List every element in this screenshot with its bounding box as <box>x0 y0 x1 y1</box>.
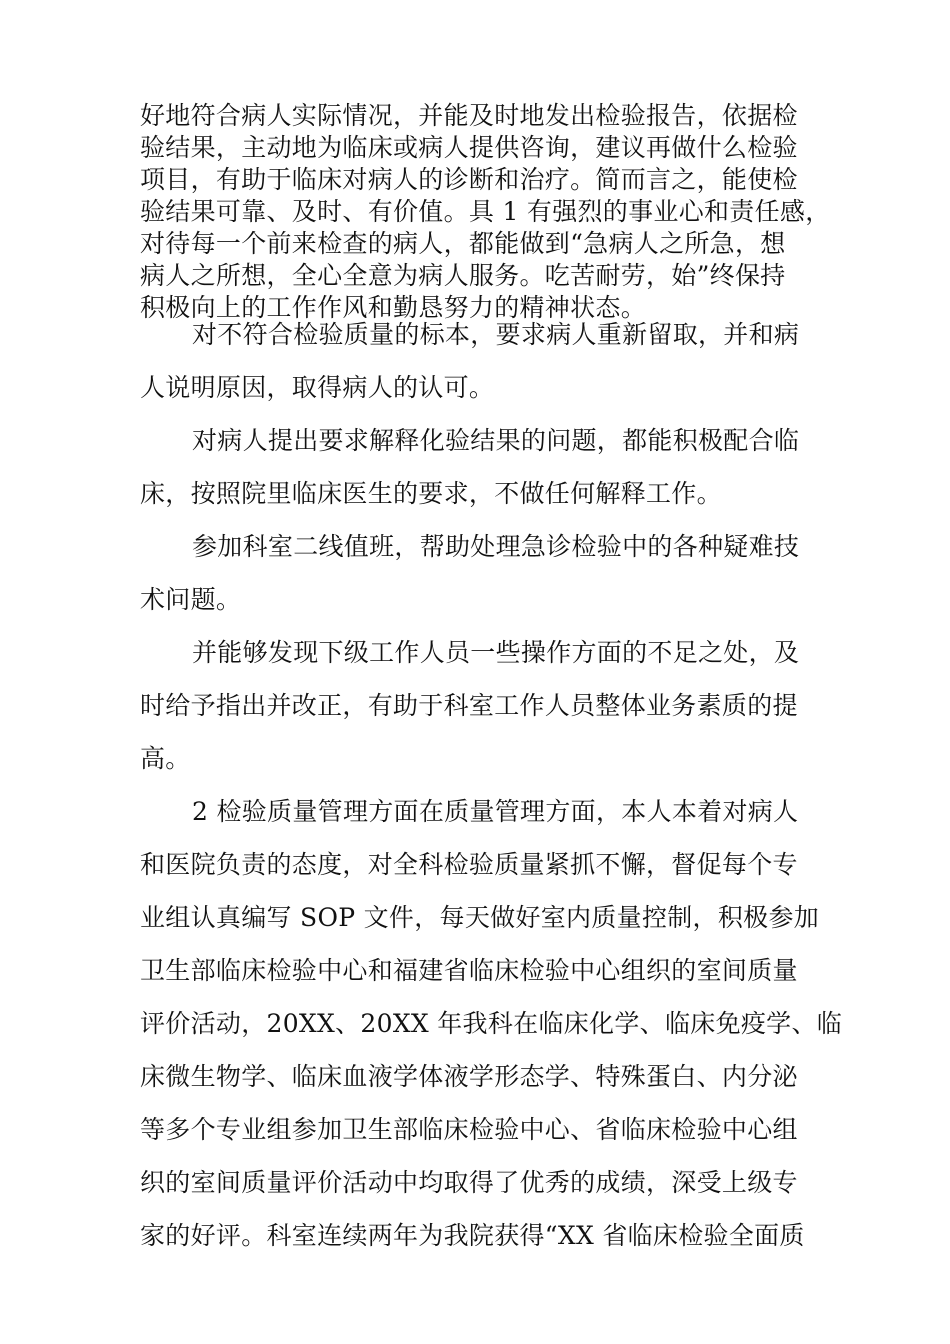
text-line: 好地符合病人实际情况，并能及时地发出检验报告，依据检 <box>140 101 798 130</box>
text-line: 验结果可靠、及时、有价值。具 1 有强烈的事业心和责任感， <box>140 197 831 226</box>
text-line: 对不符合检验质量的标本，要求病人重新留取，并和病 <box>192 320 800 349</box>
paragraph-quality <box>140 785 843 1262</box>
text-line: 项目，有助于临床对病人的诊断和治疗。简而言之，能使检 <box>140 165 798 194</box>
paragraph-continued <box>140 100 840 324</box>
text-line: 等多个专业组参加卫生部临床检验中心、省临床检验中心组 <box>140 1115 798 1144</box>
paragraph-specimen <box>140 308 840 414</box>
paragraph-duty <box>140 520 840 626</box>
text-line: 对病人提出要求解释化验结果的问题，都能积极配合临 <box>192 426 800 455</box>
text-line: 术问题。 <box>140 585 242 614</box>
text-line: 床，按照院里临床医生的要求，不做任何解释工作。 <box>140 479 722 508</box>
text-line: 卫生部临床检验中心和福建省临床检验中心组织的室间质量 <box>140 956 798 985</box>
text-line: 和医院负责的态度，对全科检验质量紧抓不懈，督促每个专 <box>140 850 798 879</box>
text-line: 人说明原因，取得病人的认可。 <box>140 373 495 402</box>
text-line: 家的好评。科室连续两年为我院获得“XX 省临床检验全面质 <box>140 1221 805 1250</box>
text-line: 并能够发现下级工作人员一些操作方面的不足之处，及 <box>192 638 800 667</box>
text-line: 对待每一个前来检查的病人，都能做到“急病人之所急，想 <box>140 229 786 258</box>
text-line: 病人之所想，全心全意为病人服务。吃苦耐劳，始”终保持 <box>140 261 786 290</box>
text-line: 验结果，主动地为临床或病人提供咨询，建议再做什么检验 <box>140 133 798 162</box>
text-line: 织的室间质量评价活动中均取得了优秀的成绩，深受上级专 <box>140 1168 798 1197</box>
text-line: 评价活动，20XX、20XX 年我科在临床化学、临床免疫学、临 <box>140 1009 843 1038</box>
paragraph-staff <box>140 626 840 785</box>
text-line: 参加科室二线值班，帮助处理急诊检验中的各种疑难技 <box>192 532 800 561</box>
paragraph-explanation <box>140 414 840 520</box>
text-line: 积极向上的工作作风和勤恳努力的精神状态。 <box>140 293 647 322</box>
text-line: 时给予指出并改正，有助于科室工作人员整体业务素质的提 <box>140 691 798 720</box>
text-line: 高。 <box>140 744 191 773</box>
text-line: 2 检验质量管理方面在质量管理方面，本人本着对病人 <box>192 797 799 826</box>
text-line: 床微生物学、临床血液学体液学形态学、特殊蛋白、内分泌 <box>140 1062 798 1091</box>
text-line: 业组认真编写 SOP 文件，每天做好室内质量控制，积极参加 <box>140 903 820 932</box>
